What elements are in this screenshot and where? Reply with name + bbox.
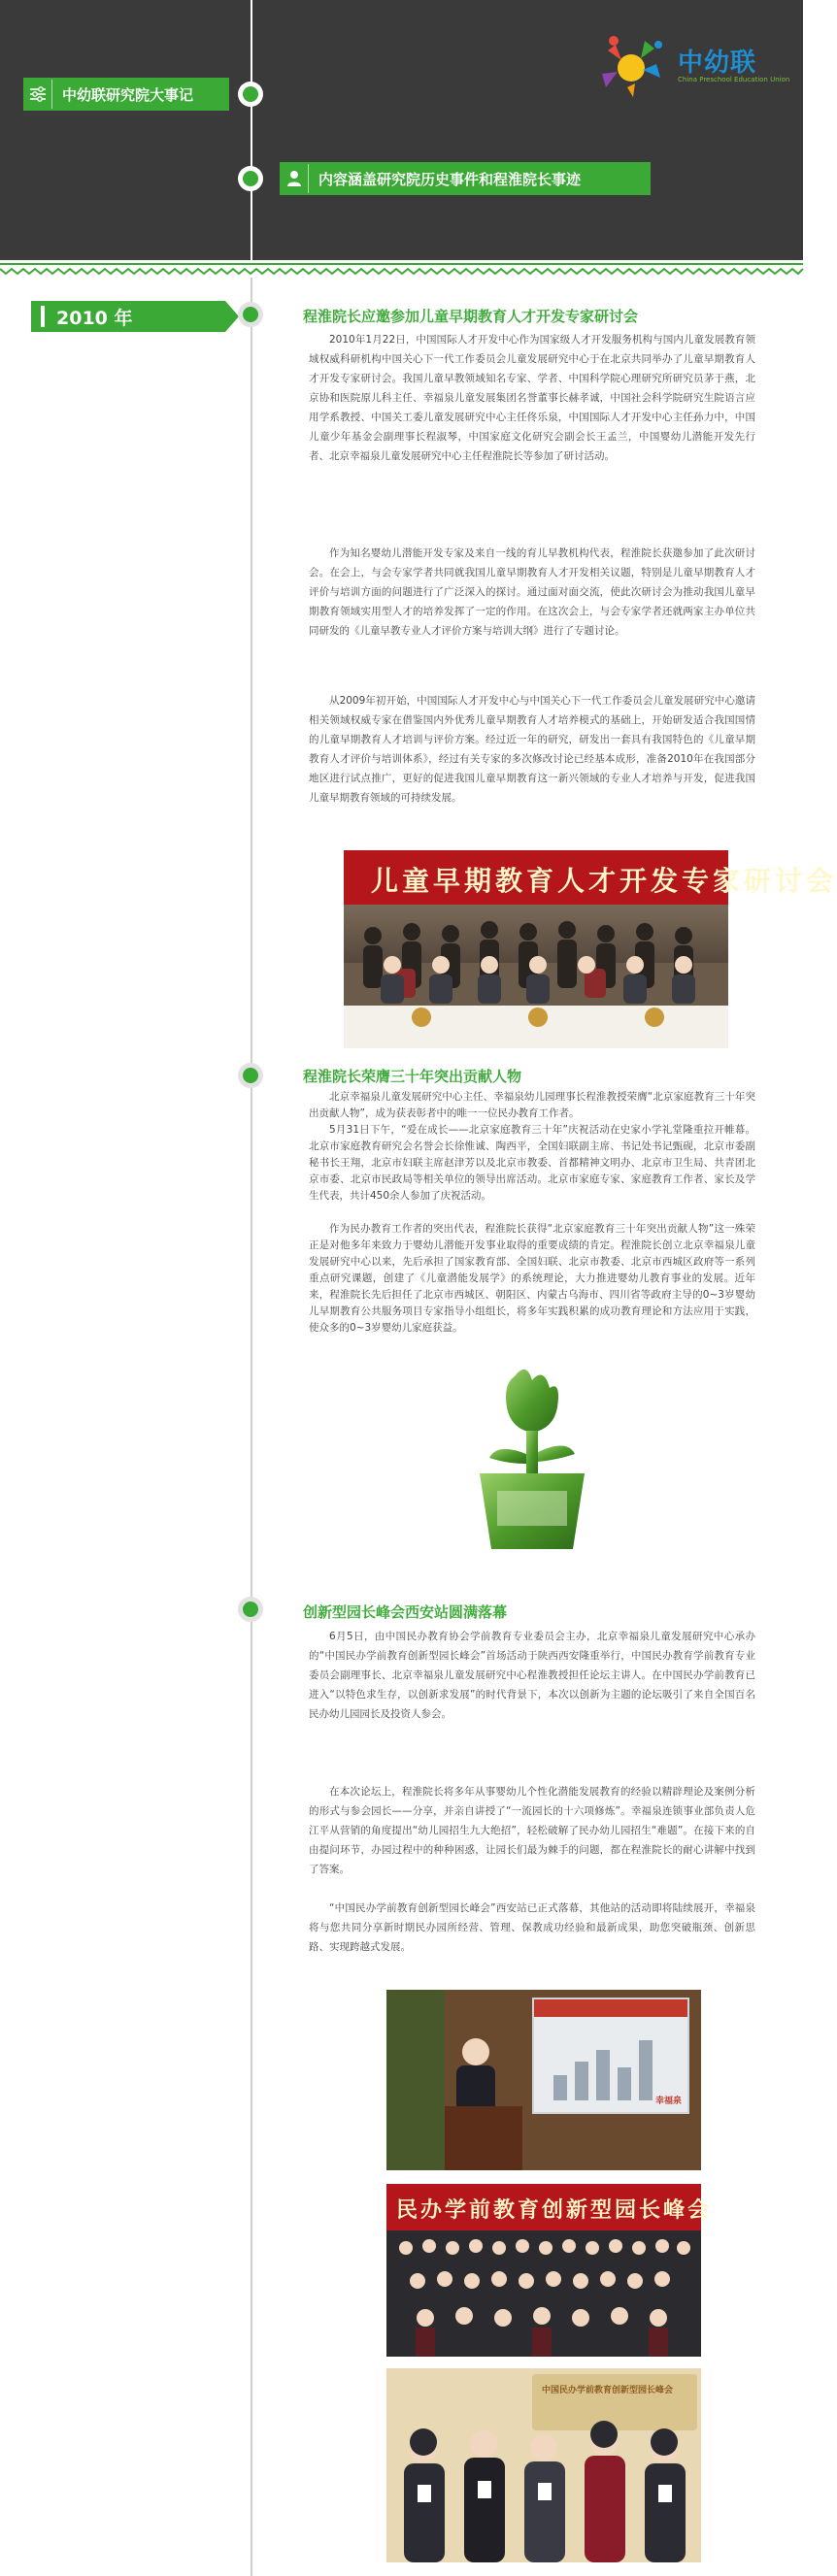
brand-logo <box>588 31 790 99</box>
timeline-node <box>238 1597 263 1622</box>
timeline-node <box>238 166 263 191</box>
section-paragraph: 2010年1月22日，中国国际人才开发中心作为国家级人才开发服务机构与国内儿童发展教育领域权威科研机构中国关心下一代工作委员会儿童发展研究中心于在北京共同举办了儿童早期教育人才开发专家研讨会。我国儿童早教领域知名专家、学者、中国科学院心理研究所研究员茅于燕，北京协和医院原儿科主任、幸福泉儿童发展集团名誉董事长赫孝诚，中国社会科学院研究生院语言应用学系教授、中国关工委儿童发展研究中心主任佟乐泉，中国国际人才开发中心主任孙力中，中国儿童少年基金会副理事长程淑琴，中国家庭文化研究会副会长王孟兰，中国婴幼儿潜能开发先行者、北京幸福泉儿童发展研究中心主任程淮院长等参加了研讨活动。 <box>309 334 755 462</box>
timeline-node <box>238 302 263 327</box>
photo-award-trophy <box>359 1359 701 1553</box>
section-paragraph: 从2009年初开始，中国国际人才开发中心与中国关心下一代工作委员会儿童发展研究中心邀请相关领域权威专家在借鉴国内外优秀儿童早期教育人才培养模式的基础上，开始研发适合我国国情的儿童早期教育人才培训与评价方案。经过近一年的研究，研发出一套具有我国特色的《儿童早期教育人才评价与培训体系》，经过有关专家的多次修改讨论已经基本成形，准备2010年在我国部分地区进行试点推广，更好的促进我国儿童早期教育这一新兴领域的专业人才培养与开发，促进我国儿童早期教育领域的可持续发展。 <box>309 695 755 804</box>
banner-text: 民办学前教育创新型园长峰会 <box>396 2198 713 2223</box>
photo-summit-group <box>386 2184 713 2357</box>
logo-subtitle: China Preschool Education Union <box>678 76 790 83</box>
section-paragraph: 5月31日下午，“爱在成长——北京家庭教育三十年”庆祝活动在史家小学礼堂隆重拉开帷幕。北京市家庭教育研究会名誉会长徐惟诚、陶西平，全国妇联副主席、书记处书记甄砚，北京市委副秘书长王翔，北京市妇联主席赵津芳以及北京市教委、首都精神文明办、北京市卫生局、共青团北京市委、北京市民政局等相关单位的领导出席活动。北京市家庭专家、家庭教育工作者、家长及学生代表，共计450余人参加了庆祝活动。 <box>309 1124 755 1202</box>
year-text: 2010 年 <box>56 307 133 329</box>
timeline-line <box>251 278 252 2576</box>
group-people-figure <box>344 908 728 1048</box>
banner-text: 儿童早期教育人才开发专家研讨会 <box>371 865 837 897</box>
header-tag-scope <box>280 162 651 195</box>
section-paragraph: 在本次论坛上，程淮院长将多年从事婴幼儿个性化潜能发展教育的经验以精辟理论及案例分析的形式与参会园长——分享，并亲自讲授了“一流园长的十六项修炼”。幸福泉连锁事业部负责人危江平从营销的角度提出“幼儿园招生九大绝招”，轻松破解了民办幼儿园招生“难题”。在接下来的自由提问环节，办园过程中的种种困惑，让园长们最为棘手的问题，都在程淮院长的耐心讲解中找到了答案。 <box>309 1786 755 1875</box>
header-tag-events <box>23 78 229 111</box>
user-icon <box>280 164 309 193</box>
header-tag-label: 中幼联研究院大事记 <box>62 85 194 104</box>
group-people-figure <box>386 2368 701 2562</box>
slide-brand: 幸福泉 <box>654 2097 682 2106</box>
photo-expert-seminar <box>344 850 837 1048</box>
section-paragraph: 作为民办教育工作者的突出代表，程淮院长获得“北京家庭教育三十年突出贡献人物”这一殊荣正是对他多年来致力于婴幼儿潜能开发事业取得的重要成绩的肯定。程淮院长创立北京幸福泉儿童发展研究中心以来，先后承担了国家教育部、全国妇联、北京市教委、北京市西城区政府等一系列重点研究课题，创建了《儿童潜能发展学》的系统理论，大力推进婴幼儿教育事业的发展。近年来，程淮院长先后担任了北京市西城区、朝阳区、内蒙古乌海市、四川省等政府主导的0~3岁婴幼儿早期教育公共服务项目专家指导小组组长，将多年实践积累的成功教育理论和方法应用于实践，使众多的0~3岁婴幼儿家庭获益。 <box>309 1223 755 1334</box>
header <box>0 0 803 260</box>
year-label <box>31 301 225 332</box>
section-paragraph: “中国民办学前教育创新型园长峰会”西安站已正式落幕，其他站的活动即将陆续展开，幸福泉将与您共同分享新时期民办园所经营、管理、保教成功经验和最新成果，助您突破瓶颈、创新思路、实现跨越式发展。 <box>309 1902 755 1953</box>
group-people-figure <box>386 2230 701 2357</box>
timeline-node <box>238 1063 263 1088</box>
photo-speaker-lecture <box>386 1990 701 2170</box>
decorative-zigzag-border <box>0 260 803 278</box>
section-paragraph: 作为知名婴幼儿潜能开发专家及来自一线的育儿早教机构代表，程淮院长获邀参加了此次研讨会。在会上，与会专家学者共同就我国儿童早期教育人才开发相关议题，特别是儿童早期教育人才评价与培训方面的问题进行了广泛深入的探讨。通过面对面交流，使此次研讨会为推动我国儿童早期教育领域实用型人才的培养发挥了一定的作用。在这次会上，与会专家学者还就两家主办单位共同研发的《儿童早教专业人才评价方案与培训大纲》进行了专题讨论。 <box>309 547 755 637</box>
logo-name: 中幼联 <box>678 49 757 78</box>
speaker-figure <box>386 1990 532 2170</box>
section-title: 程淮院长荣膺三十年突出贡献人物 <box>303 1068 522 1085</box>
sign-text: 中国民办学前教育创新型园长峰会 <box>542 2386 674 2395</box>
photo-guests <box>386 2368 701 2562</box>
section-title: 创新型园长峰会西安站圆满落幕 <box>303 1603 508 1621</box>
timeline-line <box>251 0 252 260</box>
sliders-icon <box>23 80 52 109</box>
section-paragraph: 北京幸福泉儿童发展研究中心主任、幸福泉幼儿园理事长程淮教授荣膺“北京家庭教育三十年突出贡献人物”，成为获表彰者中的唯一一位民办教育工作者。 <box>309 1091 755 1119</box>
section-title: 程淮院长应邀参加儿童早期教育人才开发专家研讨会 <box>303 308 639 325</box>
trophy-icon <box>359 1359 701 1553</box>
section-paragraph: 6月5日，由中国民办教育协会学前教育专业委员会主办，北京幸福泉儿童发展研究中心承办的“中国民办学前教育创新型园长峰会”首场活动于陕西西安隆重举行，中国民办教育学前教育专业委员会副理事长、北京幸福泉儿童发展研究中心程淮教授担任论坛主讲人。在中国民办学前教育已进入“以特色求生存，以创新求发展”的时代背景下，本次以创新为主题的论坛吸引了来自全国百名民办幼儿园园长及投资人参会。 <box>309 1631 755 1720</box>
header-tag-label: 内容涵盖研究院历史事件和程淮院长事迹 <box>318 170 582 188</box>
presentation-screen <box>532 1998 689 2114</box>
year-bar <box>41 306 45 327</box>
timeline-node <box>238 82 263 107</box>
logo-mark-icon <box>588 31 674 99</box>
